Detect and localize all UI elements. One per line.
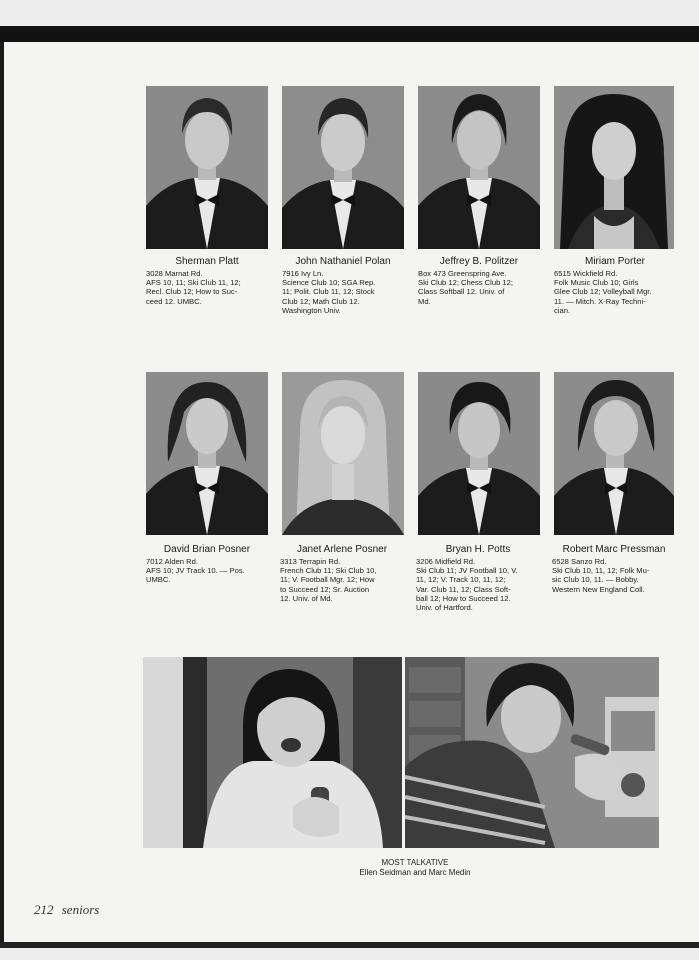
senior-activities: Science Club 10; SGA Rep. <box>282 278 376 288</box>
senior-caption <box>416 544 540 612</box>
portrait-photo <box>418 372 540 535</box>
award-caption <box>290 858 540 878</box>
senior-activities: sic Club 10, 11. — Bobby. <box>552 575 639 585</box>
senior-address: 3313 Terrapin Rd. <box>280 557 341 566</box>
senior-name: Miriam Porter <box>584 256 645 267</box>
portrait-photo <box>146 86 268 249</box>
senior-activities: to Succeed 12; Sr. Auction <box>280 584 370 594</box>
senior-activities: Ski Club 11; JV Football 10, V. <box>416 566 518 576</box>
senior-name: John Nathaniel Polan <box>295 256 391 267</box>
senior-address: 6528 Sanzo Rd. <box>552 557 607 566</box>
senior-activities: AFS 10, 11; Ski Club 11, 12; <box>146 278 241 288</box>
senior-activities: 11; Polit. Club 11, 12; Stock <box>282 287 375 297</box>
senior-activities: Club 12; Math Club 12. <box>282 296 360 306</box>
portrait-photo <box>418 86 540 249</box>
senior-activities: cian. <box>554 305 571 315</box>
page-folio <box>34 902 99 918</box>
senior-name: David Brian Posner <box>163 544 251 555</box>
senior-address: 6515 Wickfield Rd. <box>554 269 618 278</box>
senior-caption <box>280 544 404 603</box>
senior-activities: Folk Music Club 10; Girls <box>554 278 639 288</box>
senior-caption <box>418 256 540 306</box>
senior-caption <box>552 544 676 594</box>
senior-activities: 12. Univ. of Md. <box>280 593 333 603</box>
senior-address: 7012 Alden Rd. <box>146 557 198 566</box>
award-names: Ellen Seidman and Marc Medin <box>359 868 471 877</box>
senior-activities: Recl. Club 12; How to Suc- <box>146 287 238 297</box>
senior-name: Sherman Platt <box>175 256 239 267</box>
senior-activities: Md. <box>418 296 431 306</box>
senior-caption <box>554 256 676 315</box>
senior-activities: UMBC. <box>146 575 171 585</box>
portrait-photo <box>282 86 404 249</box>
senior-activities: 11, 12; V. Track 10, 11, 12; <box>416 575 506 585</box>
senior-activities: Class Softball 12. Univ. of <box>418 287 505 297</box>
candid-photo-left <box>143 657 402 848</box>
senior-caption <box>146 256 268 306</box>
senior-address: 3028 Marnat Rd. <box>146 269 203 278</box>
scan-top-shadow <box>0 26 699 42</box>
senior-activities: Washington Univ. <box>282 305 341 315</box>
senior-name: Robert Marc Pressman <box>562 544 666 555</box>
senior-activities: AFS 10; JV Track 10. — Pos. <box>146 566 245 576</box>
senior-address: 7916 Ivy Ln. <box>282 269 324 278</box>
senior-activities: ball 12; How to Succeed 12. <box>416 593 511 603</box>
senior-name: Jeffrey B. Politzer <box>439 256 519 267</box>
scan-bottom-shadow <box>0 942 699 948</box>
page-number: 212 <box>34 902 54 917</box>
portrait-photo <box>146 372 268 535</box>
senior-address: 3206 Midfield Rd. <box>416 557 476 566</box>
senior-caption <box>146 544 268 585</box>
senior-activities: Glee Club 12; Volleyball Mgr. <box>554 287 652 297</box>
section-label: seniors <box>61 902 100 917</box>
senior-activities: Var. Club 11, 12; Class Soft- <box>416 584 511 594</box>
senior-activities: Ski Club 10, 11, 12; Folk Mu- <box>552 566 650 576</box>
senior-activities: French Club 11; Ski Club 10, <box>280 566 377 576</box>
senior-activities: ceed 12. UMBC. <box>146 296 202 306</box>
candid-photo-right <box>405 657 659 848</box>
senior-address: Box 473 Greenspring Ave. <box>418 269 507 278</box>
senior-activities: 11. — Mitch. X-Ray Techni- <box>554 296 646 306</box>
portrait-photo <box>282 372 404 535</box>
senior-name: Janet Arlene Posner <box>296 544 388 555</box>
senior-activities: Ski Club 12; Chess Club 12; <box>418 278 513 288</box>
senior-activities: Western New England Coll. <box>552 584 645 594</box>
senior-caption <box>282 256 404 315</box>
award-title: MOST TALKATIVE <box>381 858 449 867</box>
senior-activities: Univ. of Hartford. <box>416 603 473 613</box>
portrait-photo <box>554 86 674 249</box>
portrait-photo <box>554 372 674 535</box>
senior-activities: 11; V. Football Mgr. 12; How <box>280 575 375 585</box>
senior-name: Bryan H. Potts <box>445 544 511 555</box>
